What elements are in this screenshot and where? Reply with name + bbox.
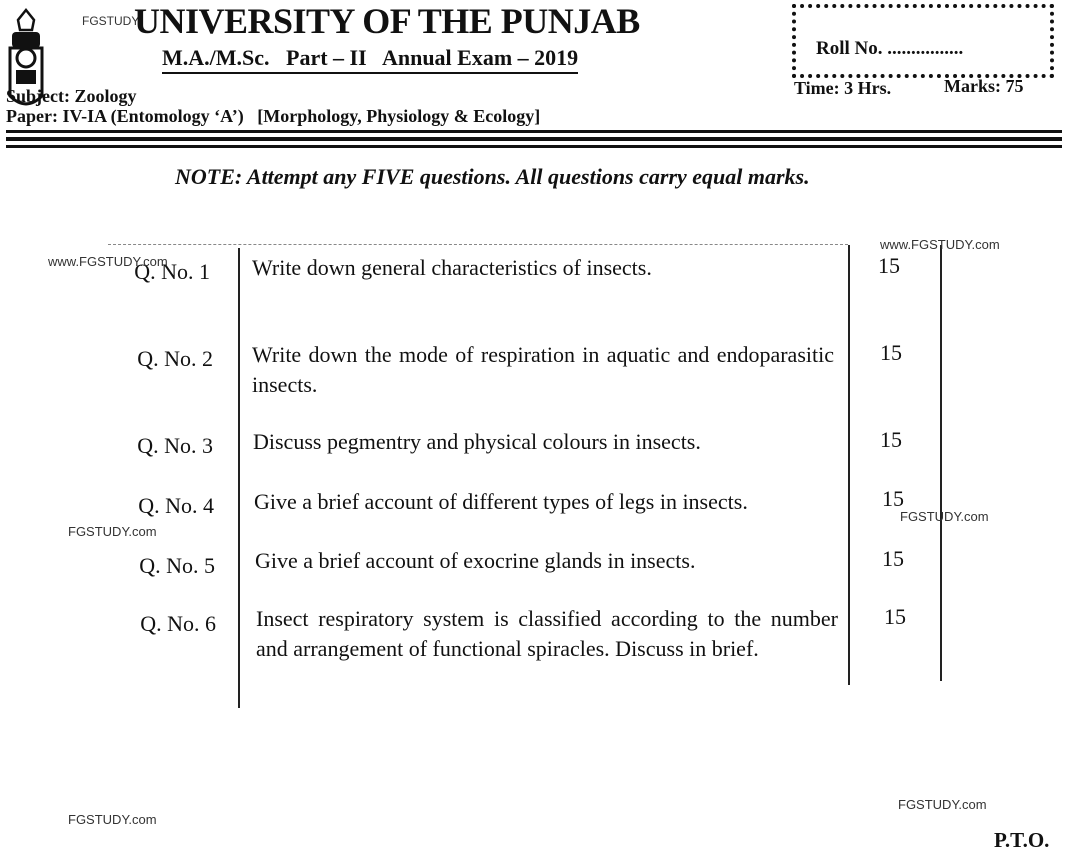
watermark: www.FGSTUDY.com: [48, 254, 168, 269]
subject: Subject: Zoology: [6, 86, 137, 106]
question-text: Give a brief account of exocrine glands in insects.: [255, 548, 696, 573]
watermark: FGSTUDY: [82, 14, 140, 28]
question-marks: 15: [884, 604, 906, 629]
question-marks: 15: [880, 427, 902, 452]
question-label: Q. No. 3: [137, 433, 213, 458]
table-top-border: [108, 244, 848, 245]
paper: Paper: IV-IA (Entomology ‘A’) [Morphology, Physiology & Ecology]: [6, 106, 541, 126]
question-label: Q. No. 1: [134, 259, 210, 284]
watermark: FGSTUDY.com: [900, 509, 989, 524]
column-divider: [940, 245, 942, 681]
question-text: Write down general characteristics of insects.: [252, 255, 652, 280]
watermark: FGSTUDY.com: [68, 812, 157, 827]
divider: [6, 145, 1062, 148]
total-marks: Marks: 75: [944, 76, 1024, 96]
watermark: www.FGSTUDY.com: [880, 237, 1000, 252]
roll-no-field: Roll No. ................: [816, 38, 964, 59]
question-label: Q. No. 6: [140, 611, 216, 636]
divider: [6, 130, 1062, 133]
question-text: Give a brief account of different types of legs in insects.: [254, 489, 748, 514]
question-marks: 15: [880, 340, 902, 365]
question-label: Q. No. 5: [139, 553, 215, 578]
question-text: Discuss pegmentry and physical colours in insects.: [253, 429, 701, 454]
time: Time: 3 Hrs.: [794, 78, 892, 98]
question-text: Write down the mode of respiration in aquatic and endoparasitic insects.: [252, 342, 834, 397]
exam-title: M.A./M.Sc. Part – II Annual Exam – 2019: [162, 45, 578, 74]
roll-no-box: [792, 4, 1054, 78]
pto-footer: P.T.O.: [994, 828, 1050, 852]
question-marks: 15: [878, 253, 900, 278]
watermark: FGSTUDY.com: [68, 524, 157, 539]
question-marks: 15: [882, 546, 904, 571]
question-label: Q. No. 2: [137, 346, 213, 371]
question-label: Q. No. 4: [138, 493, 214, 518]
column-divider: [238, 248, 240, 708]
divider: [6, 137, 1062, 141]
note: NOTE: Attempt any FIVE questions. All questions carry equal marks.: [175, 164, 810, 189]
column-divider: [848, 245, 850, 685]
question-text: Insect respiratory system is classified according to the number and arrangement of functional spiracles. Discuss in brief.: [256, 606, 838, 661]
question-marks: 15: [882, 486, 904, 511]
university-title: UNIVERSITY OF THE PUNJAB: [134, 1, 640, 41]
watermark: FGSTUDY.com: [898, 797, 987, 812]
